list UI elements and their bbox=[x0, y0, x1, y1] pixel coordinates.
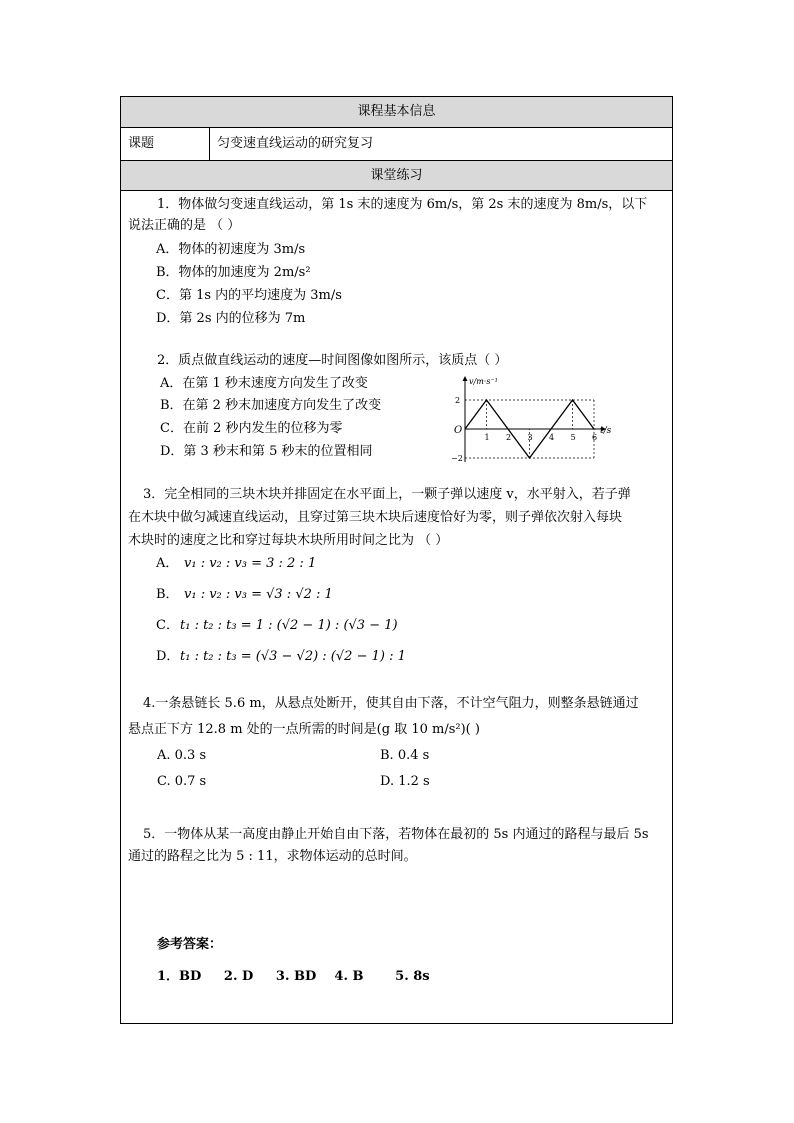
answers-content: 1．BD 2. D 3. BD 4. B 5. 8s bbox=[157, 969, 430, 984]
q3-option-d-label: D． bbox=[156, 649, 180, 664]
q1-option-a: A．物体的初速度为 3m/s bbox=[156, 242, 306, 257]
y-tick-label: 2 bbox=[455, 396, 461, 405]
x-tick-label: 6 bbox=[592, 433, 598, 442]
q4-option-a: A. 0.3 s bbox=[157, 748, 207, 763]
y-axis-arrow bbox=[463, 376, 468, 381]
q4-stem-line2: 悬点正下方 12.8 m 处的一点所需的时间是(g 取 10 m/s²)( ) bbox=[128, 722, 480, 737]
x-tick-label: 2 bbox=[506, 433, 512, 442]
q4-option-c: C. 0.7 s bbox=[157, 774, 207, 789]
q4-stem-line1: 4.一条悬链长 5.6 m，从悬点处断开，使其自由下落，不计空气阻力，则整条悬链通过 bbox=[143, 696, 639, 711]
course-info-header: 课程基本信息 bbox=[121, 97, 672, 128]
q1-option-d: D．第 2s 内的位移为 7m bbox=[156, 311, 306, 326]
q2-option-d: D．第 3 秒末和第 5 秒末的位置相同 bbox=[160, 444, 373, 459]
x-tick-label: 1 bbox=[484, 433, 490, 442]
practice-header: 课堂练习 bbox=[121, 161, 672, 191]
q2-option-a: A．在第 1 秒末速度方向发生了改变 bbox=[160, 376, 368, 391]
q5-stem-line2: 通过的路程之比为 5 : 11，求物体运动的总时间。 bbox=[128, 849, 417, 864]
q3-option-c-label: C． bbox=[156, 618, 179, 633]
q3-option-b: v₁ : v₂ : v₃ = √3 : √2 : 1 bbox=[184, 587, 333, 602]
q5-stem-line1: 5．一物体从某一高度由静止开始自由下落，若物体在最初的 5s 内通过的路程与最后 5s bbox=[143, 827, 649, 842]
q2-option-b: B．在第 2 秒末加速度方向发生了改变 bbox=[160, 398, 382, 413]
q2-stem: 2．质点做直线运动的速度—时间图像如图所示，该质点（ ） bbox=[157, 353, 508, 368]
q1-option-b: B．物体的加速度为 2m/s² bbox=[156, 265, 311, 280]
q3-stem-line1: 3．完全相同的三块木块并排固定在水平面上，一颗子弹以速度 v，水平射入，若子弹 bbox=[143, 487, 631, 502]
q1-stem-line2: 说法正确的是 （ ） bbox=[128, 218, 241, 233]
q2-option-c: C．在前 2 秒内发生的位移为零 bbox=[160, 421, 343, 436]
topic-divider bbox=[209, 128, 210, 160]
q3-option-c: t₁ : t₂ : t₃ = 1 : (√2 − 1) : (√3 − 1) bbox=[180, 618, 398, 633]
answers-title: 参考答案： bbox=[157, 937, 223, 952]
q3-option-a: v₁ : v₂ : v₃ = 3 : 2 : 1 bbox=[184, 556, 317, 571]
origin-label: O bbox=[454, 425, 463, 436]
topic-label: 课题 bbox=[128, 136, 155, 151]
x-tick-label: 5 bbox=[570, 433, 576, 442]
q3-stem-line3: 木块时的速度之比和穿过每块木块所用时间之比为 （ ） bbox=[128, 533, 449, 548]
q3-stem-line2: 在木块中做匀减速直线运动，且穿过第三块木块后速度恰好为零，则子弹依次射入每块 bbox=[128, 510, 623, 525]
q1-option-c: C．第 1s 内的平均速度为 3m/s bbox=[156, 288, 342, 303]
x-axis-label: t/s bbox=[600, 426, 612, 436]
y-axis-label: v/m·s⁻¹ bbox=[469, 377, 498, 386]
y-tick-label: −2 bbox=[451, 454, 463, 463]
x-tick-label: 4 bbox=[549, 433, 555, 442]
q4-option-d: D. 1.2 s bbox=[380, 774, 430, 789]
x-tick-label: 3 bbox=[527, 433, 533, 442]
topic-value: 匀变速直线运动的研究复习 bbox=[217, 136, 374, 151]
q3-option-a-label: A． bbox=[156, 556, 179, 571]
q3-option-d: t₁ : t₂ : t₃ = (√3 − √2) : (√2 − 1) : 1 bbox=[180, 649, 406, 664]
topic-row bbox=[121, 128, 672, 161]
velocity-time-graph bbox=[445, 372, 620, 467]
q4-option-b: B. 0.4 s bbox=[380, 748, 430, 763]
q3-option-b-label: B． bbox=[156, 587, 179, 602]
q1-stem-line1: 1．物体做匀变速直线运动，第 1s 末的速度为 6m/s，第 2s 末的速度为 8m/s，以下 bbox=[157, 197, 648, 212]
